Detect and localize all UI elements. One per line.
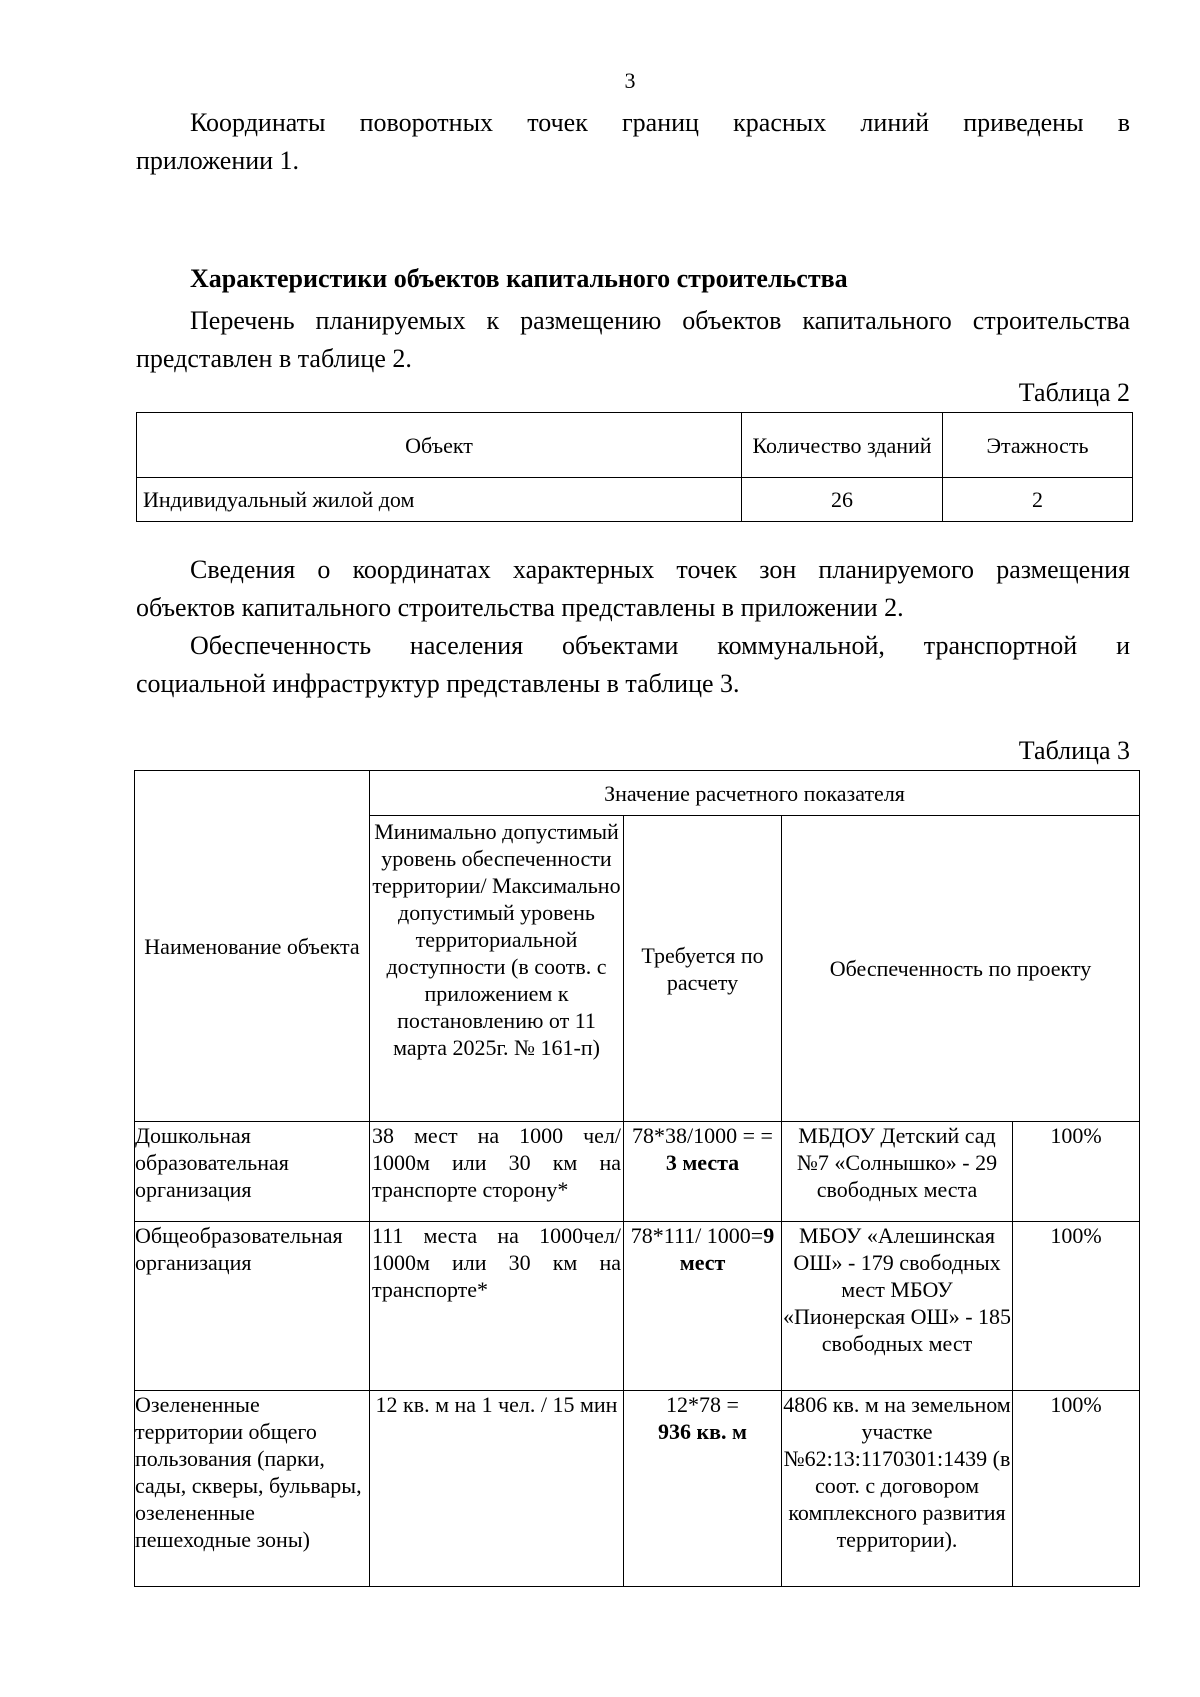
- paragraph-line: объектов капитального строительства представлены в приложении 2.: [136, 593, 904, 622]
- paragraph-provision: [136, 627, 1130, 703]
- table3-caption: Таблица 3: [1018, 736, 1130, 765]
- table3-header-min-level: Минимально допустимый уровень обеспеченности территории/ Максимально допустимый уровень территориальной доступности (в соотв. с приложением к постановлению от 11 марта 2025г. № 161-п): [370, 816, 624, 1122]
- table3-header-value-group: Значение расчетного показателя: [370, 771, 1140, 816]
- table-row: [137, 478, 1133, 522]
- table2-header-count: Количество зданий: [742, 413, 943, 478]
- table3-cell-required: [624, 1391, 782, 1587]
- table3: [134, 770, 1140, 1587]
- paragraph-line: социальной инфраструктур представлены в таблице 3.: [136, 669, 740, 698]
- required-result: 936 кв. м: [657, 1419, 748, 1444]
- table3-header-provision: Обеспеченность по проекту: [782, 816, 1140, 1122]
- table3-cell-required: [624, 1222, 782, 1391]
- table3-cell-percent: 100%: [1013, 1222, 1140, 1391]
- table-header-row: [137, 413, 1133, 478]
- paragraph-line: Перечень планируемых к размещению объектов капитального строительства: [190, 306, 1130, 335]
- table2-cell-count: 26: [742, 478, 943, 522]
- required-calc: 78*111/ 1000=: [630, 1223, 764, 1248]
- table3-cell-min-level: 111 места на 1000чел/ 1000м или 30 км на транспорте*: [370, 1222, 624, 1391]
- table3-cell-min-level: 38 мест на 1000 чел/ 1000м или 30 км на транспорте сторону*: [370, 1122, 624, 1222]
- table3-cell-provision: 4806 кв. м на земельном участке №62:13:1170301:1439 (в соот. с договором комплексного развития территории).: [782, 1391, 1013, 1587]
- table2-caption: Таблица 2: [1018, 378, 1130, 407]
- table3-cell-min-level: 12 кв. м на 1 чел. / 15 мин: [370, 1391, 624, 1587]
- required-calc: 12*78 =: [666, 1392, 739, 1417]
- table-row: [135, 1122, 1140, 1222]
- paragraph-line: Координаты поворотных точек границ красных линий приведены в: [190, 108, 1130, 137]
- table2: [136, 412, 1133, 522]
- table3-cell-provision: МБДОУ Детский сад №7 «Солнышко» - 29 свободных места: [782, 1122, 1013, 1222]
- table3-cell-percent: 100%: [1013, 1391, 1140, 1587]
- required-result: 9 мест: [679, 1223, 775, 1275]
- table3-cell-name: Озелененные территории общего пользования (парки, сады, скверы, бульвары, озелененные пешеходные зоны): [135, 1391, 370, 1587]
- paragraph-line: Обеспеченность населения объектами коммунальной, транспортной и: [190, 631, 1130, 660]
- table-row: [135, 1391, 1140, 1587]
- paragraph-red-lines: [136, 104, 1130, 180]
- table2-cell-object: Индивидуальный жилой дом: [137, 478, 742, 522]
- table3-cell-required: [624, 1122, 782, 1222]
- table2-header-object: Объект: [137, 413, 742, 478]
- paragraph-objects-list: [136, 302, 1130, 378]
- table3-cell-name: Общеобразовательная организация: [135, 1222, 370, 1391]
- table2-header-floors: Этажность: [943, 413, 1133, 478]
- paragraph-coordinates: [136, 551, 1130, 627]
- page-number: 3: [624, 68, 636, 93]
- table3-cell-provision: МБОУ «Алешинская ОШ» - 179 свободных мест МБОУ «Пионерская ОШ» - 185 свободных мест: [782, 1222, 1013, 1391]
- paragraph-line: приложении 1.: [136, 146, 300, 175]
- table2-cell-floors: 2: [943, 478, 1133, 522]
- table-header-row: [135, 771, 1140, 816]
- required-calc: 78*38/1000 = =: [632, 1123, 773, 1148]
- section-heading: Характеристики объектов капитального строительства: [190, 264, 848, 293]
- table3-cell-name: Дошкольная образовательная организация: [135, 1122, 370, 1222]
- table3-cell-percent: 100%: [1013, 1122, 1140, 1222]
- table-row: [135, 1222, 1140, 1391]
- table3-header-required: Требуется по расчету: [624, 816, 782, 1122]
- required-result: 3 места: [665, 1150, 740, 1175]
- table3-header-name: Наименование объекта: [135, 771, 370, 1122]
- paragraph-line: Сведения о координатах характерных точек зон планируемого размещения: [190, 555, 1130, 584]
- paragraph-line: представлен в таблице 2.: [136, 344, 412, 373]
